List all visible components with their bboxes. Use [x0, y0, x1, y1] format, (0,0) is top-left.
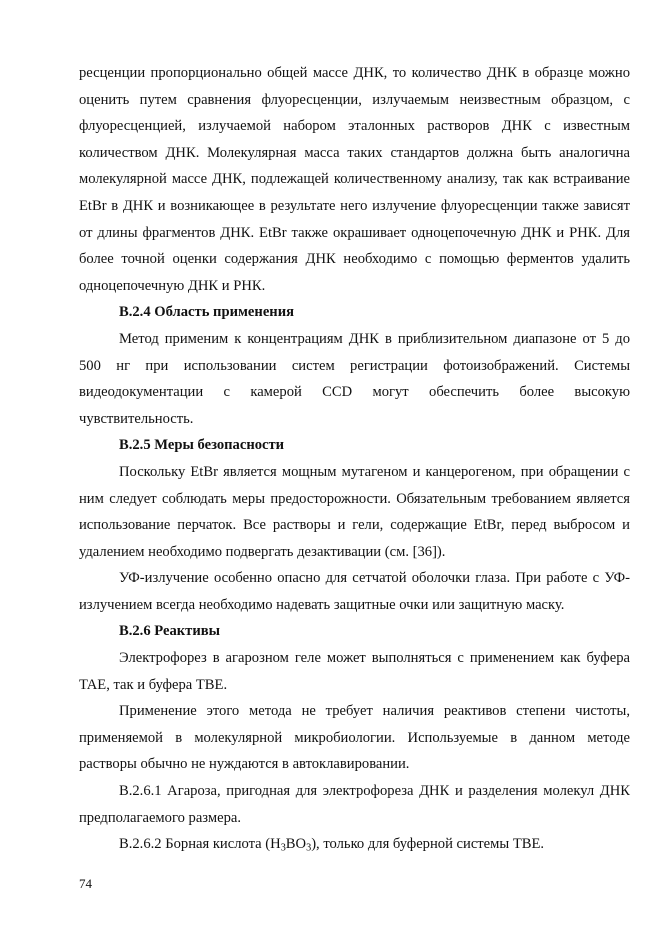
- paragraph: Электрофорез в агарозном геле может выполняться с применением как буфера TAE, так и буфера TBE.: [79, 650, 630, 693]
- paragraph: ресценции пропорционально общей массе ДНК, то количество ДНК в образце можно оценить путем сравнения флуоресценции, излучаемым неизвестным образцом, с флуоресценцией, излучаемой набором эталонных растворов ДНК с известным количеством ДНК. Молекулярная масса таких стандартов должна быть аналогична молекулярной массе ДНК, подлежащей количественному анализу, так как встраивание EtBr в ДНК и возникающее в результате него излучение флуоресценции также зависят от длины фрагментов ДНК. EtBr также окрашивает одноцепочечную ДНК и РНК. Для более точной оценки содержания ДНК необходимо с помощью ферментов удалить одноцепочечную ДНК и РНК.: [79, 65, 630, 294]
- paragraph: УФ-излучение особенно опасно для сетчатой оболочки глаза. При работе с УФ-излучением всегда необходимо надевать защитные очки или защитную маску.: [79, 570, 630, 613]
- paragraph: Поскольку EtBr является мощным мутагеном и канцерогеном, при обращении с ним следует соблюдать меры предосторожности. Обязательным требованием является использование перчаток. Все растворы и гели, содержащие EtBr, перед выбросом и удалением необходимо подвергать дезактивации (см. [36]).: [79, 463, 630, 560]
- text-run: BO: [285, 836, 307, 853]
- section-heading: B.2.5 Меры безопасности: [119, 437, 285, 454]
- paragraph: Применение этого метода не требует наличия реактивов степени чистоты, применяемой в молекулярной микробиологии. Используемые в данном методе растворы обычно не нуждаются в автоклавировании.: [79, 703, 630, 773]
- paragraph: B.2.6.1 Агароза, пригодная для электрофореза ДНК и разделения молекул ДНК предполагаемого размера.: [79, 783, 630, 826]
- section-heading: B.2.6 Реактивы: [119, 623, 221, 640]
- body-text: [79, 60, 630, 858]
- page-number: 74: [79, 876, 92, 891]
- paragraph-boric-acid: [79, 831, 630, 858]
- subscript: 3: [280, 842, 286, 854]
- section-heading: B.2.4 Область применения: [119, 304, 295, 321]
- subscript: 3: [306, 842, 312, 854]
- paragraph: Метод применим к концентрациям ДНК в приблизительном диапазоне от 5 до 500 нг при использовании систем регистрации фотоизображений. Системы видеодокументации с камерой CCD могут обеспечить более высокую чувствительность.: [79, 330, 630, 427]
- text-run: ), только для буферной системы TBE.: [311, 836, 545, 853]
- text-run: B.2.6.2 Борная кислота (H: [119, 836, 281, 853]
